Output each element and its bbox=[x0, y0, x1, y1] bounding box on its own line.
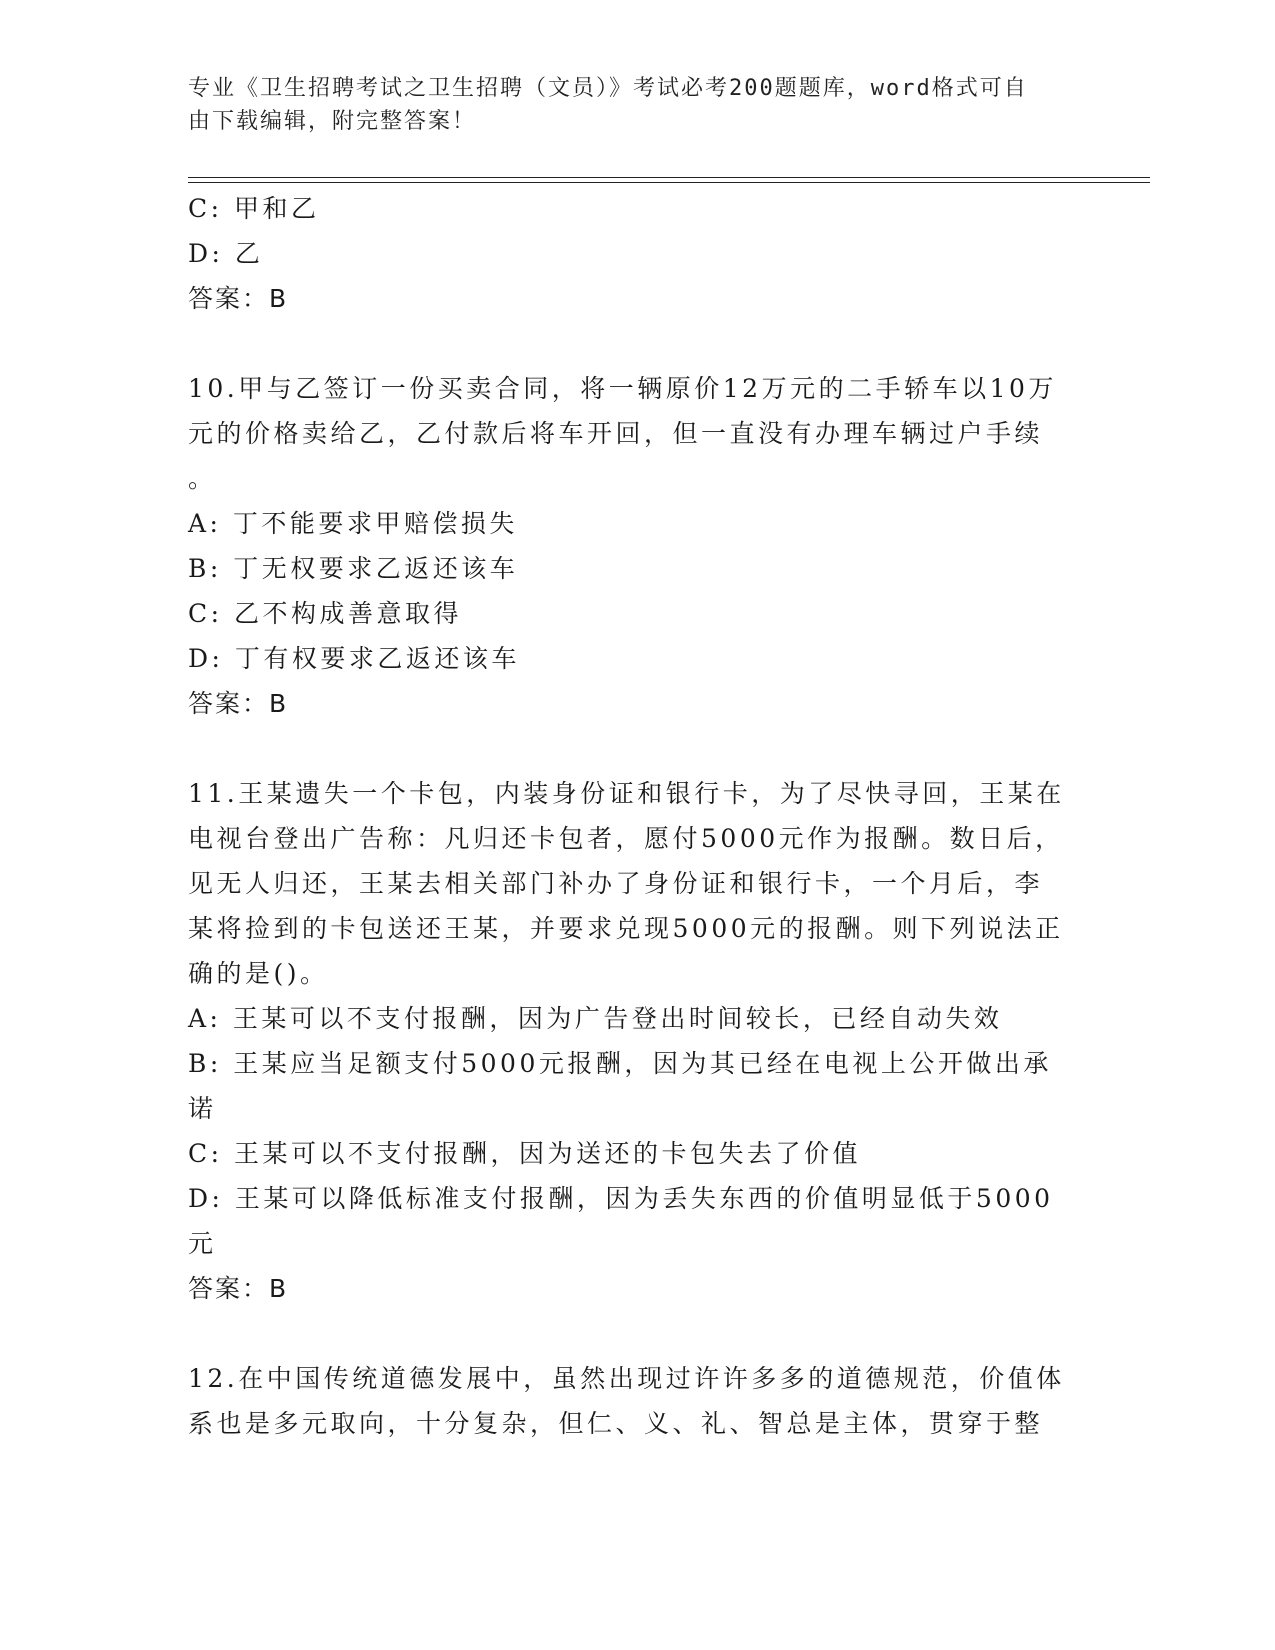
q9-answer: 答案：B bbox=[188, 284, 289, 313]
q11-option-c: C: 王某可以不支付报酬，因为送还的卡包失去了价值 bbox=[188, 1139, 862, 1168]
q9-option-d: D: 乙 bbox=[188, 239, 264, 268]
header-line-1: 专业《卫生招聘考试之卫生招聘（文员）》考试必考200题题库，word格式可自 bbox=[188, 76, 1028, 101]
q9-option-c: C: 甲和乙 bbox=[188, 194, 320, 223]
q11-option-b-line-1: B: 王某应当足额支付5000元报酬，因为其已经在电视上公开做出承 bbox=[188, 1049, 1052, 1078]
q10-option-d: D: 丁有权要求乙返还该车 bbox=[188, 644, 520, 673]
q10-stem-line-2: 元的价格卖给乙，乙付款后将车开回，但一直没有办理车辆过户手续 bbox=[188, 419, 1044, 448]
q11-option-d-line-2: 元 bbox=[188, 1229, 217, 1258]
q11-answer: 答案：B bbox=[188, 1274, 289, 1303]
q11-stem-line-4: 某将捡到的卡包送还王某，并要求兑现5000元的报酬。则下列说法正 bbox=[188, 914, 1064, 943]
q12-stem-line-1: 12.在中国传统道德发展中，虽然出现过许许多多的道德规范，价值体 bbox=[188, 1364, 1065, 1393]
q11-stem-line-3: 见无人归还，王某去相关部门补办了身份证和银行卡，一个月后，李 bbox=[188, 869, 1044, 898]
q10-stem-line-3: 。 bbox=[188, 464, 217, 493]
q11-option-d-line-1: D: 王某可以降低标准支付报酬，因为丢失东西的价值明显低于5000 bbox=[188, 1184, 1054, 1213]
header-rule-bottom bbox=[188, 182, 1150, 183]
header-line-2: 由下载编辑，附完整答案！ bbox=[188, 109, 477, 134]
q10-stem-line-1: 10.甲与乙签订一份买卖合同，将一辆原价12万元的二手轿车以10万 bbox=[188, 374, 1057, 403]
page-header bbox=[188, 72, 1068, 138]
q12-stem-line-2: 系也是多元取向，十分复杂，但仁、义、礼、智总是主体，贯穿于整 bbox=[188, 1409, 1044, 1438]
q11-stem-line-1: 11.王某遗失一个卡包，内装身份证和银行卡，为了尽快寻回，王某在 bbox=[188, 779, 1065, 808]
q10-option-a: A: 丁不能要求甲赔偿损失 bbox=[188, 509, 518, 538]
header-rule-top bbox=[188, 177, 1150, 178]
q11-stem-line-5: 确的是()。 bbox=[188, 959, 329, 988]
q11-option-b-line-2: 诺 bbox=[188, 1094, 217, 1123]
q11-option-a: A: 王某可以不支付报酬，因为广告登出时间较长，已经自动失效 bbox=[188, 1004, 1003, 1033]
q10-answer: 答案：B bbox=[188, 689, 289, 718]
q10-option-b: B: 丁无权要求乙返还该车 bbox=[188, 554, 519, 583]
q10-option-c: C: 乙不构成善意取得 bbox=[188, 599, 462, 628]
q11-stem-line-2: 电视台登出广告称：凡归还卡包者，愿付5000元作为报酬。数日后， bbox=[188, 824, 1064, 853]
